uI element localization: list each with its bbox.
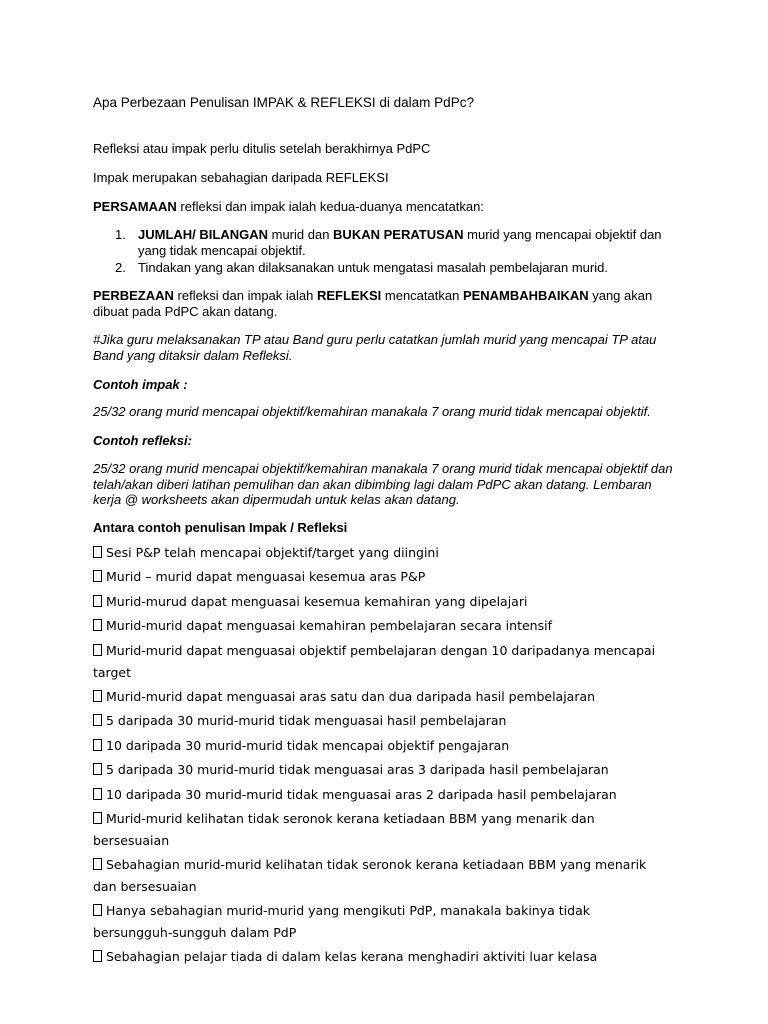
antara-heading: Antara contoh penulisan Impak / Refleksi	[93, 520, 348, 535]
example-text: 10 daripada 30 murid-murid tidak mencapai objektif pengajaran	[106, 737, 510, 753]
document-title: Apa Perbezaan Penulisan IMPAK & REFLEKSI di dalam PdPc?	[93, 95, 474, 110]
example-item	[93, 615, 673, 637]
example-item	[93, 710, 673, 732]
perbezaan-text-2: mencatatkan	[381, 288, 463, 303]
contoh-impak-heading: Contoh impak :	[93, 377, 188, 392]
examples-list	[93, 542, 673, 971]
example-item	[93, 542, 673, 564]
example-text: 5 daripada 30 murid-murid tidak menguasai hasil pembelajaran	[106, 713, 507, 729]
numbered-item-1	[93, 227, 673, 258]
perbezaan-lead: PERBEZAAN	[93, 288, 174, 303]
missing-glyph-box-icon	[93, 858, 102, 870]
numbered-item-number: 1.	[115, 227, 126, 242]
example-item	[93, 686, 673, 708]
example-text: Hanya sebahagian murid-murid yang mengikuti PdP, manakala bakinya tidak bersungguh-sungguh dalam PdP	[93, 903, 590, 941]
example-text: Murid-murid dapat menguasai kemahiran pembelajaran secara intensif	[106, 618, 552, 634]
missing-glyph-box-icon	[93, 619, 102, 631]
contoh-refleksi-text: 25/32 orang murid mencapai objektif/kemahiran manakala 7 orang murid tidak mencapai objektif dan telah/akan diberi latihan pemulihan dan akan dibimbing lagi dalam PdPC akan datang. Lembaran kerja @ worksheets akan dipermudah untuk kelas akan datang.	[93, 461, 673, 507]
contoh-refleksi-heading: Contoh refleksi:	[93, 433, 192, 448]
persamaan-paragraph	[93, 199, 673, 215]
missing-glyph-box-icon	[93, 570, 102, 582]
persamaan-lead: PERSAMAAN	[93, 199, 177, 214]
item-1-text-2: murid yang mencapai objektif dan yang tidak mencapai objektif.	[138, 227, 662, 258]
missing-glyph-box-icon	[93, 739, 102, 751]
example-text: Sesi P&P telah mencapai objektif/target yang diingini	[106, 545, 439, 560]
missing-glyph-box-icon	[93, 904, 102, 916]
numbered-item-number: 2.	[115, 260, 126, 275]
example-text: Murid-murid kelihatan tidak seronok kerana ketiadaan BBM yang menarik dan bersesuaian	[93, 810, 595, 848]
item-1-bold-1: JUMLAH/ BILANGAN	[138, 227, 268, 242]
missing-glyph-box-icon	[93, 763, 102, 775]
missing-glyph-box-icon	[93, 812, 102, 824]
missing-glyph-box-icon	[93, 690, 102, 702]
perbezaan-paragraph	[93, 288, 673, 319]
intro-line-2: Impak merupakan sebahagian daripada REFLEKSI	[93, 170, 389, 185]
example-text: Murid-murud dapat menguasai kesemua kemahiran yang dipelajari	[106, 593, 528, 609]
missing-glyph-box-icon	[93, 644, 102, 656]
example-item	[93, 854, 673, 898]
example-item	[93, 735, 673, 757]
example-text: Murid – murid dapat menguasai kesemua aras P&P	[106, 569, 426, 585]
example-item	[93, 784, 673, 806]
example-text: Murid-murid dapat menguasai objektif pembelajaran dengan 10 daripadanya mencapai target	[93, 642, 656, 680]
item-1-text-1: murid dan	[268, 227, 334, 242]
example-item	[93, 900, 673, 944]
example-item	[93, 640, 673, 684]
missing-glyph-box-icon	[93, 714, 102, 726]
example-text: Sebahagian pelajar tiada di dalam kelas kerana menghadiri aktiviti luar kelasa	[106, 949, 598, 965]
item-2-text: Tindakan yang akan dilaksanakan untuk mengatasi masalah pembelajaran murid.	[138, 260, 608, 275]
example-item	[93, 591, 673, 613]
numbered-item-2	[93, 260, 673, 276]
example-item	[93, 808, 673, 852]
tp-band-note: #Jika guru melaksanakan TP atau Band guru perlu catatkan jumlah murid yang mencapai TP atau Band yang ditaksir dalam Refleksi.	[93, 332, 657, 363]
example-text: Sebahagian murid-murid kelihatan tidak seronok kerana ketiadaan BBM yang menarik dan bersesuaian	[93, 857, 647, 895]
example-text: 10 daripada 30 murid-murid tidak menguasai aras 2 daripada hasil pembelajaran	[106, 786, 617, 802]
missing-glyph-box-icon	[93, 546, 102, 558]
perbezaan-bold-2: PENAMBAHBAIKAN	[462, 288, 589, 303]
missing-glyph-box-icon	[93, 788, 102, 800]
example-item	[93, 759, 673, 781]
numbered-list	[93, 227, 673, 278]
persamaan-text: refleksi dan impak ialah kedua-duanya mencatatkan:	[176, 199, 484, 214]
perbezaan-bold-1: REFLEKSI	[316, 288, 382, 303]
contoh-impak-text: 25/32 orang murid mencapai objektif/kemahiran manakala 7 orang murid tidak mencapai objektif.	[93, 404, 651, 419]
example-item	[93, 946, 673, 968]
item-1-bold-2: BUKAN PERATUSAN	[333, 227, 464, 242]
missing-glyph-box-icon	[93, 595, 102, 607]
example-text: 5 daripada 30 murid-murid tidak menguasai aras 3 daripada hasil pembelajaran	[106, 762, 609, 778]
perbezaan-text-3: yang akan dibuat pada PdPC akan datang.	[93, 288, 653, 319]
intro-line-1: Refleksi atau impak perlu ditulis setelah berakhirnya PdPC	[93, 141, 431, 156]
missing-glyph-box-icon	[93, 950, 102, 962]
perbezaan-text-1: refleksi dan impak ialah	[173, 288, 317, 303]
example-item	[93, 566, 673, 588]
example-text: Murid-murid dapat menguasai aras satu dan dua daripada hasil pembelajaran	[106, 688, 596, 704]
